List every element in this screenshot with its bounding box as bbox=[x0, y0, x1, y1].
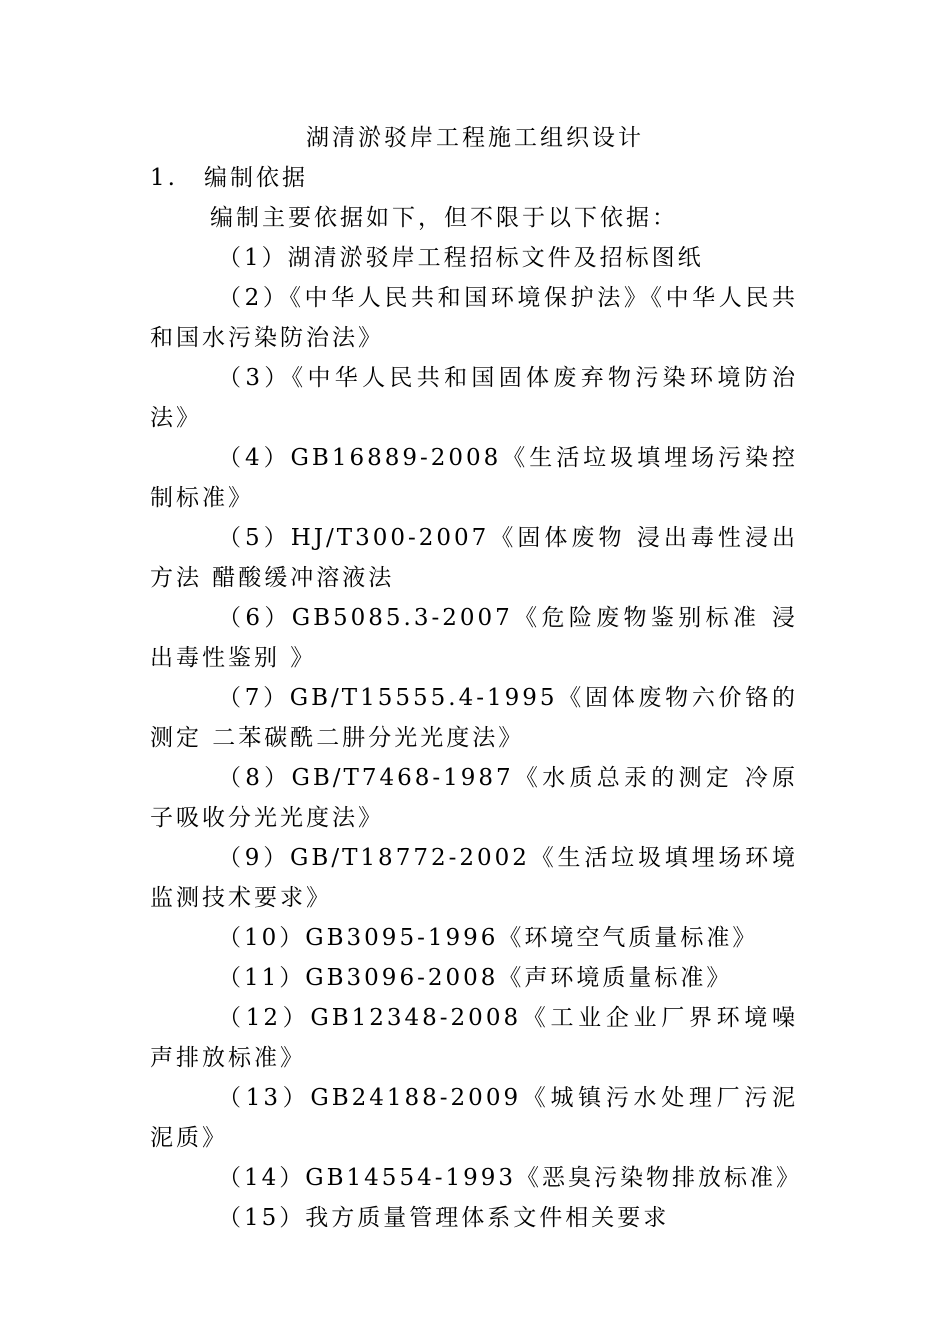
reference-item-12: （12）GB12348-2008《工业企业厂界环境噪声排放标准》 bbox=[150, 1005, 798, 1071]
reference-item-3: （3）《中华人民共和国固体废弃物污染环境防治法》 bbox=[150, 365, 798, 431]
section-heading: 1. 编制依据 bbox=[150, 165, 308, 191]
reference-item-7: （7）GB/T15555.4-1995《固体废物六价铬的测定 二苯碳酰二肼分光光度法》 bbox=[150, 685, 798, 751]
reference-item-1: （1）湖清淤驳岸工程招标文件及招标图纸 bbox=[218, 245, 704, 271]
reference-item-9: （9）GB/T18772-2002《生活垃圾填埋场环境监测技术要求》 bbox=[150, 845, 798, 911]
section-body bbox=[150, 198, 803, 1238]
reference-item-8: （8）GB/T7468-1987《水质总汞的测定 冷原子吸收分光光度法》 bbox=[150, 765, 798, 831]
reference-item-2: （2）《中华人民共和国环境保护法》《中华人民共和国水污染防治法》 bbox=[150, 285, 798, 351]
reference-item-4: （4）GB16889-2008《生活垃圾填埋场污染控制标准》 bbox=[150, 445, 798, 511]
reference-item-13: （13）GB24188-2009《城镇污水处理厂污泥泥质》 bbox=[150, 1085, 798, 1151]
reference-item-14: （14）GB14554-1993《恶臭污染物排放标准》 bbox=[218, 1165, 803, 1191]
reference-item-5: （5）HJ/T300-2007《固体废物 浸出毒性浸出方法 醋酸缓冲溶液法 bbox=[150, 525, 798, 591]
reference-item-11: （11）GB3096-2008《声环境质量标准》 bbox=[218, 965, 733, 991]
reference-item-10: （10）GB3095-1996《环境空气质量标准》 bbox=[218, 925, 759, 951]
intro-paragraph: 编制主要依据如下，但不限于以下依据： bbox=[210, 205, 678, 231]
reference-item-6: （6）GB5085.3-2007《危险废物鉴别标准 浸出毒性鉴别 》 bbox=[150, 605, 798, 671]
reference-item-15: （15）我方质量管理体系文件相关要求 bbox=[218, 1205, 670, 1231]
document-title: 湖清淤驳岸工程施工组织设计 bbox=[306, 125, 644, 151]
